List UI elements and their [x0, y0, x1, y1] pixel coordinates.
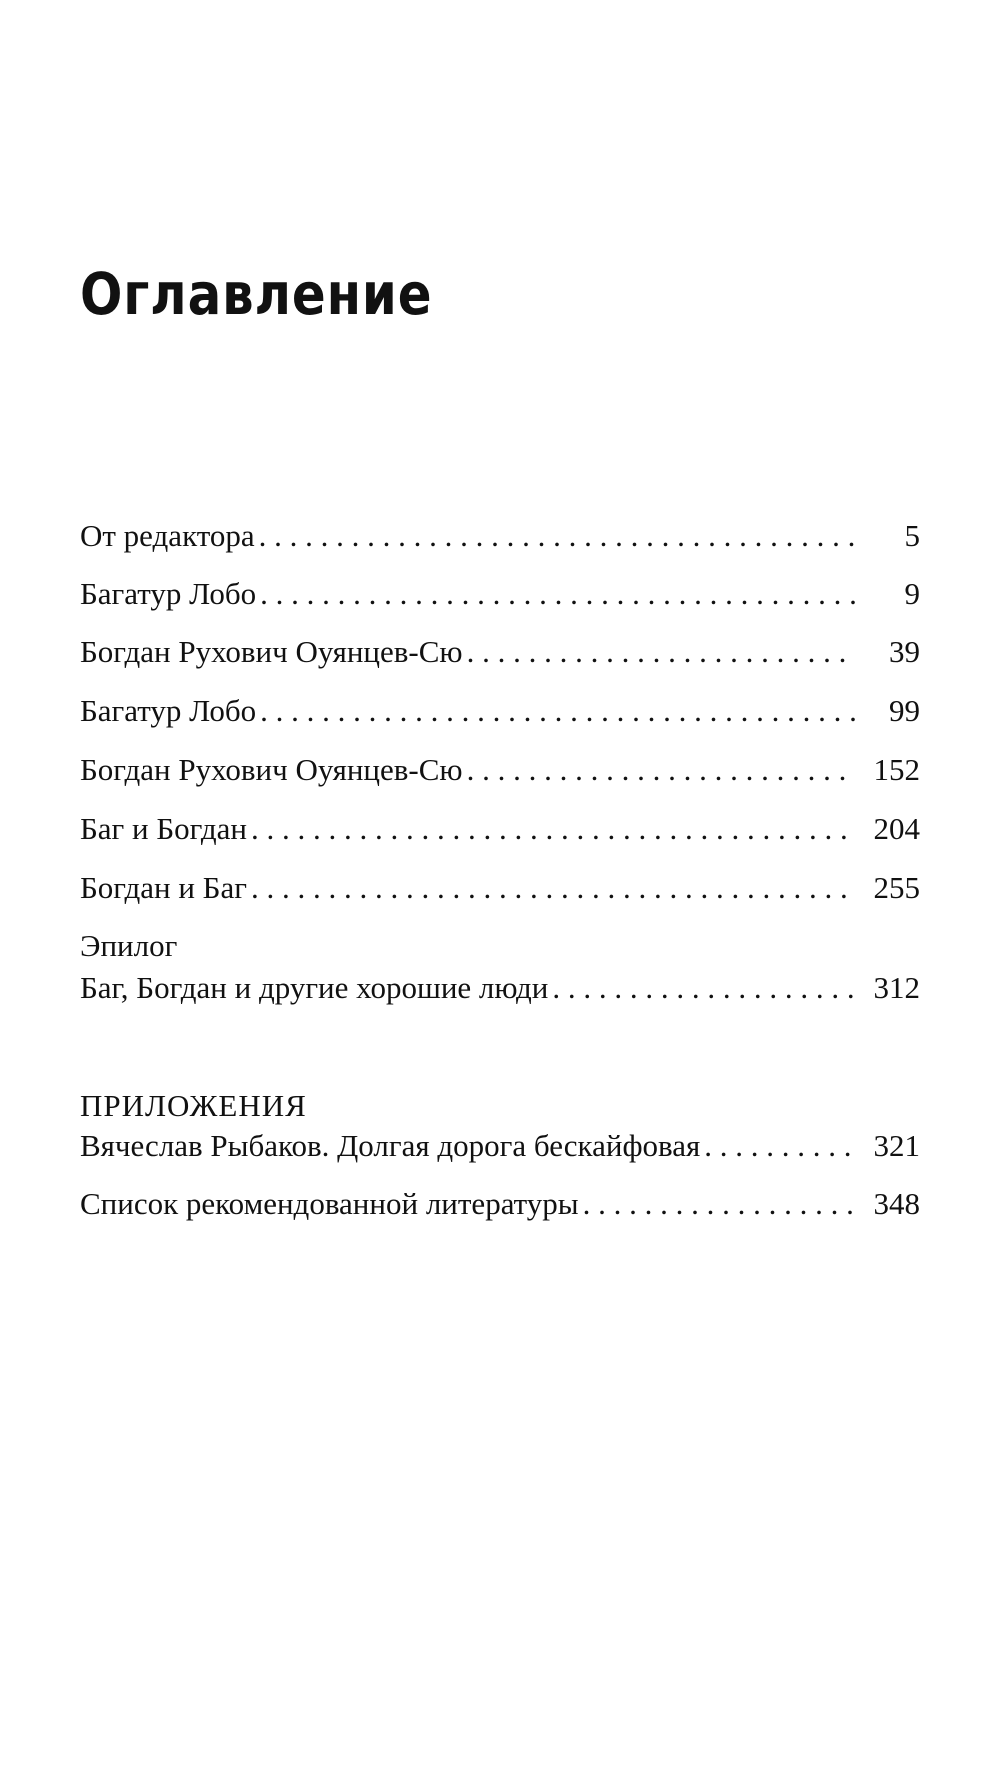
dot-leader	[251, 870, 856, 906]
toc-entry-label: Богдан и Баг	[80, 870, 247, 905]
toc-entry	[80, 693, 920, 733]
toc-entry-page: 152	[873, 752, 920, 787]
toc-entry-page: 204	[873, 811, 920, 846]
toc-entry	[80, 518, 920, 558]
toc-entry-label: Баг, Богдан и другие хорошие люди	[80, 970, 549, 1005]
toc-entry-label: Богдан Рухович Оуянцев-Сю	[80, 634, 463, 669]
dot-leader	[467, 634, 856, 670]
toc-entry-label: Багатур Лобо	[80, 693, 257, 728]
toc-entry-label: Багатур Лобо	[80, 576, 257, 611]
toc-entry	[80, 752, 920, 792]
appendices-heading: ПРИЛОЖЕНИЯ	[80, 1088, 307, 1123]
dot-leader	[260, 576, 856, 612]
dot-leader	[259, 518, 856, 554]
toc-entry-page: 99	[889, 693, 920, 728]
toc-entry-label: Баг и Богдан	[80, 811, 247, 846]
dot-leader	[260, 693, 856, 729]
dot-leader	[583, 1186, 856, 1222]
epilogue-heading: Эпилог	[80, 928, 178, 963]
dot-leader	[704, 1128, 856, 1164]
toc-entry	[80, 811, 920, 851]
toc-entry	[80, 634, 920, 674]
toc-entry-page: 321	[873, 1128, 920, 1163]
dot-leader	[251, 811, 856, 847]
toc-entry	[80, 870, 920, 910]
toc-entry-page: 255	[873, 870, 920, 905]
toc-entry-label: Список рекомендованной литературы	[80, 1186, 579, 1221]
toc-entry-label: Вячеслав Рыбаков. Долгая дорога бескайфовая	[80, 1128, 701, 1163]
toc-entry-appendix	[80, 1128, 920, 1168]
toc-entry-page: 312	[873, 970, 920, 1005]
toc-entry-appendix	[80, 1186, 920, 1226]
toc-entry	[80, 576, 920, 616]
page-title: Оглавление	[80, 260, 433, 328]
toc-entry-label: Богдан Рухович Оуянцев-Сю	[80, 752, 463, 787]
toc-entry-label: От редактора	[80, 518, 255, 553]
toc-entry-page: 5	[904, 518, 920, 553]
toc-entry-epilogue	[80, 970, 920, 1010]
toc-entry-page: 39	[889, 634, 920, 669]
dot-leader	[552, 970, 856, 1006]
toc-entry-page: 348	[873, 1186, 920, 1221]
toc-entry-page: 9	[904, 576, 920, 611]
dot-leader	[467, 752, 856, 788]
